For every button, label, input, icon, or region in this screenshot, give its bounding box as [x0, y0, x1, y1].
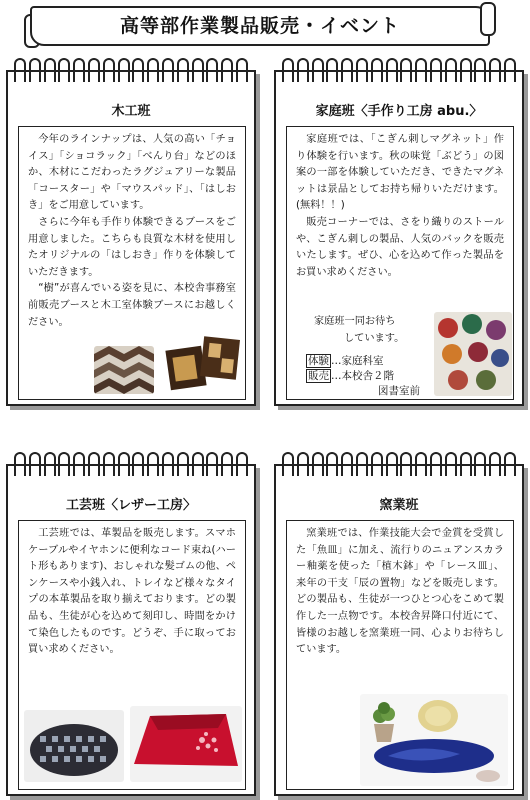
coaster-photo	[164, 334, 244, 392]
ring-icon	[162, 452, 174, 476]
notebook-rings	[14, 452, 248, 478]
paragraph: さらに今年も手作り体験できるブースをご用意しました。こちらも良質な木材を使用したオリジナルの「はしおき」作りを体験していただきます。	[28, 216, 236, 278]
sign-line: しています。	[344, 332, 405, 344]
legend-key: 体験	[308, 355, 329, 367]
ring-icon	[282, 58, 294, 82]
ring-icon	[206, 452, 218, 476]
ring-icon	[177, 58, 189, 82]
ring-icon	[132, 58, 144, 82]
paragraph: “樹”が喜んでいる姿を見に、本校舎事務室前販売ブースと木工室体験ブースにお越しください。	[28, 283, 236, 328]
sign-line: 家庭班一同お待ち	[314, 316, 396, 327]
ring-icon	[297, 452, 309, 476]
legend-key: 販売	[308, 370, 329, 382]
card-body-ceramic	[296, 526, 504, 659]
ring-icon	[341, 452, 353, 476]
card-woodwork	[6, 70, 256, 406]
ring-icon	[386, 58, 398, 82]
ring-icon	[118, 452, 130, 476]
card-body-home	[296, 132, 504, 281]
paragraph: 工芸班では、革製品を販売します。スマホケーブルやイヤホンに便利なコード束ね(ハート形もあります)、おしゃれな髪ゴムの他、ペンケースや小銭入れ、トレイなど様々なタイプの本革製品を取り揃えております。どの製品も、生徒が心を込めて刻印し、時間をかけて染色したものです。どうぞ、手に取ってお買い求めください。	[28, 528, 236, 656]
notebook-rings	[282, 58, 516, 84]
title-banner	[30, 6, 490, 46]
ceramic-products-photo	[360, 694, 508, 786]
ring-icon	[118, 58, 130, 82]
ring-icon	[162, 58, 174, 82]
ring-icon	[58, 58, 70, 82]
ring-icon	[29, 58, 41, 82]
ring-icon	[445, 58, 457, 82]
ring-icon	[474, 452, 486, 476]
ring-icon	[474, 58, 486, 82]
ring-icon	[192, 58, 204, 82]
ring-icon	[88, 58, 100, 82]
paragraph: 家庭班では、「こぎん刺しマグネット」作り体験を行います。秋の味覚「ぶどう」の図案の一部を体験していただき、できたマグネットは景品としてお持ち帰りいただけます。(無料！！)	[296, 134, 504, 212]
ring-icon	[430, 58, 442, 82]
card-ceramic	[274, 464, 524, 796]
ring-icon	[236, 452, 248, 476]
ring-icon	[29, 452, 41, 476]
location-legend	[306, 354, 436, 399]
ring-icon	[282, 452, 294, 476]
chevron-wood-photo	[94, 346, 154, 394]
ring-icon	[371, 452, 383, 476]
card-title-ceramic: 窯業班	[379, 498, 419, 513]
kogin-magnet-photo	[434, 312, 512, 396]
ring-icon	[341, 58, 353, 82]
ring-icon	[132, 452, 144, 476]
paragraph: 今年のラインナップは、人気の高い「チョイス」「ショコラック」「べんり台」などのほか、木材にこだわったラグジュアリーな製品「コースター」や「マウスパッド」、「はしおき」をご用意しています。	[28, 134, 236, 212]
ring-icon	[44, 58, 56, 82]
card-craft	[6, 464, 256, 796]
ring-icon	[312, 58, 324, 82]
legend-value: …家庭科室	[331, 355, 384, 367]
ring-icon	[44, 452, 56, 476]
ring-icon	[192, 452, 204, 476]
ring-icon	[400, 58, 412, 82]
legend-value: …本校舎２階	[331, 370, 394, 382]
card-body-woodwork	[28, 132, 236, 331]
ring-icon	[504, 58, 516, 82]
ring-icon	[88, 452, 100, 476]
ring-icon	[445, 452, 457, 476]
ring-icon	[460, 58, 472, 82]
ring-icon	[14, 452, 26, 476]
ring-icon	[297, 58, 309, 82]
ring-icon	[504, 452, 516, 476]
sign-off	[314, 314, 434, 347]
card-title-home: 家庭班〈手作り工房 abu.〉	[315, 104, 483, 119]
ring-icon	[14, 58, 26, 82]
ring-icon	[312, 452, 324, 476]
ring-icon	[326, 58, 338, 82]
notebook-rings	[14, 58, 248, 84]
ring-icon	[147, 452, 159, 476]
ring-icon	[147, 58, 159, 82]
legend-value: 図書室前	[378, 385, 420, 397]
ring-icon	[386, 452, 398, 476]
ring-icon	[73, 452, 85, 476]
ring-icon	[73, 58, 85, 82]
ring-icon	[206, 58, 218, 82]
ring-icon	[103, 58, 115, 82]
card-home	[274, 70, 524, 406]
ring-icon	[489, 452, 501, 476]
ring-icon	[415, 452, 427, 476]
leather-pouch-photo	[24, 710, 124, 782]
ring-icon	[326, 452, 338, 476]
ring-icon	[371, 58, 383, 82]
notebook-rings	[282, 452, 516, 478]
ring-icon	[489, 58, 501, 82]
ring-icon	[103, 452, 115, 476]
ring-icon	[415, 58, 427, 82]
page-title: 高等部作業製品販売・イベント	[119, 15, 400, 37]
ring-icon	[400, 452, 412, 476]
card-title-craft: 工芸班〈レザー工房〉	[65, 498, 196, 513]
card-body-craft	[28, 526, 236, 659]
paragraph: 窯業班では、作業技能大会で金賞を受賞した「魚皿」に加え、流行りのニュアンスカラー釉薬を使った「植木鉢」や「レース皿」、来年の干支「辰の置物」などを販売します。どの製品も、生徒が一つひとつ心をこめて製作した一点物です。本校舎昇降口付近にて、皆様のお越しを窯業班一同、心よりお待ちしています。	[296, 528, 504, 656]
ring-icon	[221, 452, 233, 476]
ring-icon	[177, 452, 189, 476]
ring-icon	[356, 452, 368, 476]
ring-icon	[58, 452, 70, 476]
paragraph: 販売コーナーでは、さをり織りのストールや、こぎん刺しの製品、人気のバックを販売いたします。ぜひ、心を込めて作った製品をお買い求めください。	[296, 216, 504, 278]
card-title-woodwork: 木工班	[111, 104, 151, 119]
ring-icon	[356, 58, 368, 82]
ring-icon	[460, 452, 472, 476]
leather-tray-photo	[130, 706, 242, 782]
ring-icon	[221, 58, 233, 82]
ring-icon	[430, 452, 442, 476]
ring-icon	[236, 58, 248, 82]
